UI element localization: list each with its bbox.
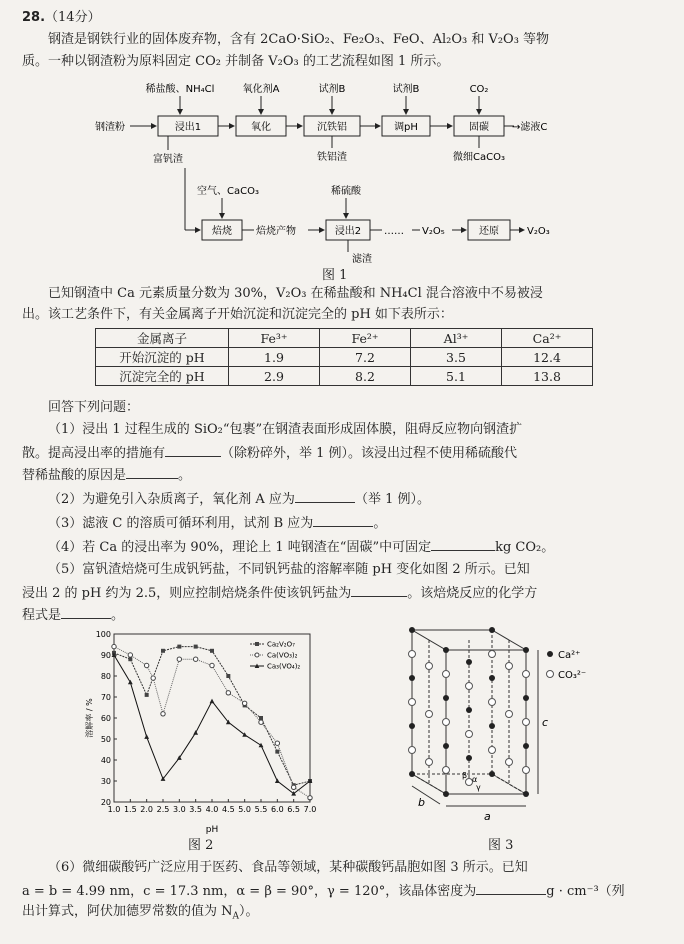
figure-3-caption: 图 3 <box>488 838 514 853</box>
y-tick-label: 50 <box>100 735 111 744</box>
flow-step-reduce: 还原 <box>479 226 499 237</box>
data-point <box>242 701 246 705</box>
q1-answer-blank-1[interactable] <box>165 444 221 457</box>
data-point <box>275 778 280 783</box>
q2-line <box>48 490 666 508</box>
data-point <box>112 644 116 648</box>
legend-co3-label: CO₃²⁻ <box>558 670 587 681</box>
legend-marker <box>255 642 259 646</box>
label-c: c <box>542 716 549 729</box>
ph-cell: 12.4 <box>502 348 593 367</box>
q4-line <box>48 538 666 556</box>
q6-b-pre: a = b = 4.99 nm，c = 17.3 nm，α = β = 90°，γ = 120°，该晶体密度为 <box>22 884 477 899</box>
y-tick-label: 60 <box>100 714 111 723</box>
q1-answer-blank-2[interactable] <box>126 466 178 479</box>
data-point <box>259 720 263 724</box>
flow-fe-al-slag: 铁铝渣 <box>317 152 347 163</box>
q3-line <box>48 514 666 532</box>
q5-c-pre: 程式是 <box>22 608 62 623</box>
x-tick-label: 4.0 <box>205 805 219 814</box>
data-point <box>177 645 181 649</box>
q1-c-post: 。 <box>178 468 192 483</box>
question-number: 28. <box>22 10 46 25</box>
label-alpha: α <box>472 775 478 784</box>
chart-legend <box>250 641 300 671</box>
question-header <box>22 10 666 26</box>
data-point <box>161 712 165 716</box>
data-point <box>128 657 132 661</box>
known-line-1: 已知钢渣中 Ca 元素质量分数为 30%，V₂O₃ 在稀盐酸和 NH₄Cl 混合溶液中不易被浸 <box>48 286 543 301</box>
x-tick-label: 7.0 <box>303 805 317 814</box>
ph-header-ca2: Ca²⁺ <box>502 329 593 348</box>
flow-v2o5: V₂O₅ <box>422 226 445 237</box>
q5-line-a: （5）富钒渣焙烧可生成钒钙盐，不同钒钙盐的溶解率随 pH 变化如图 2 所示。已知 <box>48 562 530 577</box>
legend-ca-label: Ca²⁺ <box>558 650 581 661</box>
flow-step-leach2: 浸出2 <box>334 226 362 237</box>
flow-roast-product: 焙烧产物 <box>256 226 296 237</box>
crystal-cell-figure <box>400 622 600 836</box>
data-point <box>226 691 230 695</box>
flow-step-fix-carbon: 固碳 <box>469 122 489 133</box>
q6-c-text: 出计算式，阿伏加德罗常数的值为 N <box>22 904 233 919</box>
ph-cell: 3.5 <box>411 348 502 367</box>
q1-line-c <box>22 466 666 484</box>
flow-step-roast: 焙烧 <box>212 226 232 237</box>
q5-answer-blank-1[interactable] <box>351 584 407 597</box>
ph-header-fe2: Fe²⁺ <box>320 329 411 348</box>
data-point <box>128 653 132 657</box>
flow-dots: …… <box>384 226 404 237</box>
ph-cell: 7.2 <box>320 348 411 367</box>
data-point <box>151 676 155 680</box>
y-tick-label: 70 <box>100 693 111 702</box>
flow-step-oxidize: 氧化 <box>251 122 271 133</box>
q6-line-a: （6）微细碳酸钙广泛应用于医药、食品等领域，某种碳酸钙晶胞如图 3 所示。已知 <box>48 860 528 875</box>
ph-cell: 1.9 <box>229 348 320 367</box>
flow-rich-v-slag: 富钒渣 <box>153 154 183 165</box>
label-gamma: γ <box>476 783 481 792</box>
flowchart-figure-1 <box>0 76 684 266</box>
x-tick-label: 2.5 <box>156 805 170 814</box>
legend-label: Ca₂V₂O₇ <box>267 640 295 649</box>
q5-b-post: 。该焙烧反应的化学方 <box>407 586 538 601</box>
legend-marker <box>255 653 259 657</box>
flow-reagent-3: 试剂B <box>318 84 346 95</box>
ph-cell: 5.1 <box>411 367 502 386</box>
q1-b-pre: 散。提高浸出率的措施有 <box>22 446 166 461</box>
q6-b-post: g · cm⁻³（列 <box>546 884 625 899</box>
ph-row-label: 沉淀完全的 pH <box>96 367 229 386</box>
x-tick-label: 6.5 <box>287 805 301 814</box>
label-beta: β <box>462 771 468 780</box>
data-point <box>161 649 165 653</box>
legend-ca-marker <box>547 651 553 657</box>
data-point <box>210 663 214 667</box>
legend-label: Ca(VO₃)₂ <box>267 651 298 660</box>
flow-fine-caco3: 微细CaCO₃ <box>453 152 505 163</box>
q5-answer-blank-2[interactable] <box>61 606 111 619</box>
q6-c-end: ）。 <box>239 904 259 919</box>
y-tick-label: 90 <box>100 651 111 660</box>
q4-post: kg CO₂。 <box>495 540 555 555</box>
q3-answer-blank[interactable] <box>313 514 373 527</box>
intro-line-1: 钢渣是钢铁行业的固体废弃物，含有 2CaO·SiO₂、Fe₂O₃、FeO、Al₂O₃ 和 V₂O₃ 等物 <box>48 32 550 47</box>
label-a: a <box>484 810 491 823</box>
flow-reagent-1: 稀盐酸、NH₄Cl <box>145 84 215 95</box>
data-point <box>210 649 214 653</box>
data-point <box>193 657 197 661</box>
chart-x-axis-label: pH <box>205 825 219 835</box>
y-tick-label: 80 <box>100 672 111 681</box>
ph-row-label: 开始沉淀的 pH <box>96 348 229 367</box>
figure-2-caption: 图 2 <box>188 838 214 853</box>
chart-y-axis-label: 溶解率 / % <box>85 698 94 738</box>
x-tick-label: 6.0 <box>270 805 284 814</box>
ph-header-al3: Al³⁺ <box>411 329 502 348</box>
data-point <box>275 741 279 745</box>
solubility-chart <box>78 628 318 838</box>
q2-answer-blank[interactable] <box>295 490 355 503</box>
q6-line-c <box>22 904 666 925</box>
x-tick-label: 1.0 <box>107 805 121 814</box>
q6-line-b <box>22 882 666 900</box>
intro-line-2: 质。一种以钢渣粉为原料固定 CO₂ 并制备 V₂O₃ 的工艺流程如图 1 所示。 <box>22 54 450 69</box>
label-b: b <box>418 796 425 809</box>
ph-header-fe3: Fe³⁺ <box>229 329 320 348</box>
q1-line-a: （1）浸出 1 过程生成的 SiO₂“包裹”在钢渣表面形成固体膜，阻碍反应物向钢渣扩 <box>48 422 523 437</box>
flow-step-precip: 沉铁铝 <box>317 122 347 133</box>
data-point <box>259 716 263 720</box>
ph-table <box>95 328 593 386</box>
flow-step-leach1: 浸出1 <box>174 122 202 133</box>
flow-reagent-5: CO₂ <box>469 84 489 95</box>
q6-answer-blank[interactable] <box>476 882 546 895</box>
flow-raw-material: 钢渣粉 <box>95 122 125 133</box>
q1-b-post: （除粉碎外，举 1 例）。该浸出过程不使用稀硫酸代 <box>221 446 518 461</box>
x-tick-label: 1.5 <box>123 805 137 814</box>
data-point <box>210 699 215 704</box>
data-point <box>193 730 198 735</box>
data-point <box>145 693 149 697</box>
table-row <box>96 348 593 367</box>
x-tick-label: 4.5 <box>221 805 235 814</box>
q3-pre: （3）滤液 C 的溶质可循环利用，试剂 B 应为 <box>48 516 314 531</box>
ph-table-header-row <box>96 329 593 348</box>
series-line-3 <box>114 655 310 794</box>
data-point <box>275 750 279 754</box>
ph-cell: 2.9 <box>229 367 320 386</box>
x-tick-label: 5.5 <box>254 805 268 814</box>
flow-residue: 滤渣 <box>352 254 372 265</box>
q4-pre: （4）若 Ca 的浸出率为 90%，理论上 1 吨钢渣在“固碳”中可固定 <box>48 540 432 555</box>
q2-pre: （2）为避免引入杂质离子，氧化剂 A 应为 <box>48 492 295 507</box>
flow-leach2-reagent: 稀硫酸 <box>331 186 361 197</box>
answer-prompt: 回答下列问题： <box>48 400 140 415</box>
q6-c-sub: A <box>232 911 240 922</box>
x-tick-label: 3.5 <box>189 805 203 814</box>
ph-header-ion: 金属离子 <box>96 329 229 348</box>
q1-c-pre: 替稀盐酸的原因是 <box>22 468 127 483</box>
y-tick-label: 30 <box>100 777 111 786</box>
x-tick-label: 5.0 <box>238 805 252 814</box>
data-point <box>194 645 198 649</box>
q2-post: （举 1 例）。 <box>354 492 430 507</box>
flow-reagent-4: 试剂B <box>392 84 420 95</box>
known-line-2: 出。该工艺条件下，有关金属离子开始沉淀和沉淀完全的 pH 如下表所示： <box>22 307 453 322</box>
data-point <box>144 663 148 667</box>
data-point <box>259 743 264 748</box>
q5-line-b <box>22 584 666 602</box>
q5-b-pre: 浸出 2 的 pH 约为 2.5，则应控制焙烧条件使该钒钙盐为 <box>22 586 352 601</box>
ph-cell: 13.8 <box>502 367 593 386</box>
flow-v2o3: V₂O₃ <box>527 226 550 237</box>
legend-label: Ca₃(VO₄)₂ <box>267 662 301 671</box>
x-tick-label: 3.0 <box>172 805 186 814</box>
question-score: （14分） <box>45 10 101 25</box>
y-tick-label: 100 <box>95 630 111 639</box>
q5-c-post: 。 <box>111 608 125 623</box>
q4-answer-blank[interactable] <box>431 538 495 551</box>
ph-cell: 8.2 <box>320 367 411 386</box>
data-point <box>144 734 149 739</box>
flow-step-adjust-ph: 调pH <box>394 122 418 133</box>
legend-co3-marker <box>547 671 554 678</box>
y-tick-label: 40 <box>100 756 111 765</box>
y-tick-label: 20 <box>100 798 111 807</box>
table-row <box>96 367 593 386</box>
figure-1-caption: 图 1 <box>322 268 348 283</box>
flow-reagent-2: 氧化剂A <box>242 84 280 95</box>
q3-post: 。 <box>373 516 387 531</box>
data-point <box>291 785 295 789</box>
q1-line-b <box>22 444 666 462</box>
flow-roast-reagent: 空气、CaCO₃ <box>197 186 259 197</box>
x-tick-label: 2.0 <box>140 805 154 814</box>
data-point <box>177 657 181 661</box>
data-point <box>226 674 230 678</box>
flow-filtrate-c: →滤液C <box>512 122 548 133</box>
